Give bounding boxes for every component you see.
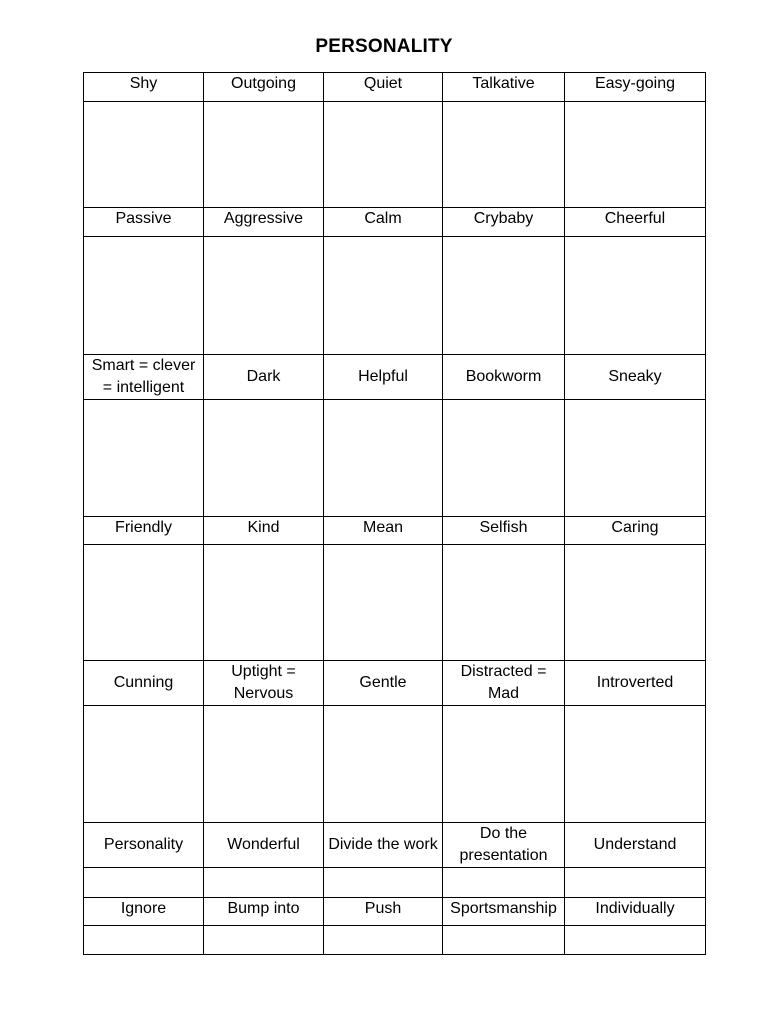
- drawing-cell: [324, 545, 443, 661]
- word-cell: Quiet: [324, 73, 443, 102]
- drawing-cell: [204, 237, 324, 355]
- drawing-cell: [443, 237, 565, 355]
- drawing-cell: [443, 400, 565, 517]
- drawing-row-1: [84, 102, 706, 208]
- word-cell: Sportsmanship: [443, 898, 565, 926]
- drawing-cell: [324, 400, 443, 517]
- drawing-row-4: [84, 545, 706, 661]
- word-cell: Outgoing: [204, 73, 324, 102]
- word-cell: Selfish: [443, 517, 565, 545]
- word-row-1: [84, 73, 706, 102]
- word-row-4: [84, 517, 706, 545]
- drawing-row-3: [84, 400, 706, 517]
- word-cell: Talkative: [443, 73, 565, 102]
- drawing-cell: [565, 706, 706, 823]
- drawing-cell: [324, 102, 443, 208]
- word-cell: Smart = clever = intelligent: [84, 355, 204, 400]
- drawing-row-2: [84, 237, 706, 355]
- word-cell: Do the presentation: [443, 823, 565, 868]
- drawing-cell: [84, 706, 204, 823]
- word-cell: Cheerful: [565, 208, 706, 237]
- word-row-3: [84, 355, 706, 400]
- drawing-row-6: [84, 868, 706, 898]
- word-cell: Introverted: [565, 661, 706, 706]
- word-cell: Shy: [84, 73, 204, 102]
- drawing-cell: [204, 868, 324, 898]
- drawing-cell: [443, 706, 565, 823]
- drawing-cell: [565, 868, 706, 898]
- word-cell: Bump into: [204, 898, 324, 926]
- drawing-cell: [443, 868, 565, 898]
- page-title: PERSONALITY: [315, 36, 453, 57]
- word-cell: Easy-going: [565, 73, 706, 102]
- drawing-cell: [324, 868, 443, 898]
- drawing-cell: [204, 400, 324, 517]
- drawing-cell: [443, 545, 565, 661]
- word-cell: Push: [324, 898, 443, 926]
- drawing-cell: [204, 706, 324, 823]
- drawing-row-7: [84, 926, 706, 955]
- word-cell: Cunning: [84, 661, 204, 706]
- word-row-2: [84, 208, 706, 237]
- drawing-cell: [565, 400, 706, 517]
- word-cell: Uptight = Nervous: [204, 661, 324, 706]
- word-cell: Distracted = Mad: [443, 661, 565, 706]
- word-cell: Caring: [565, 517, 706, 545]
- drawing-cell: [204, 545, 324, 661]
- drawing-cell: [204, 102, 324, 208]
- word-cell: Mean: [324, 517, 443, 545]
- drawing-cell: [565, 545, 706, 661]
- word-cell: Wonderful: [204, 823, 324, 868]
- word-cell: Calm: [324, 208, 443, 237]
- word-row-6: [84, 823, 706, 868]
- drawing-row-5: [84, 706, 706, 823]
- drawing-cell: [84, 926, 204, 955]
- drawing-cell: [84, 237, 204, 355]
- drawing-cell: [443, 102, 565, 208]
- word-cell: Gentle: [324, 661, 443, 706]
- word-cell: Ignore: [84, 898, 204, 926]
- drawing-cell: [84, 102, 204, 208]
- drawing-cell: [443, 926, 565, 955]
- word-cell: Aggressive: [204, 208, 324, 237]
- drawing-cell: [565, 926, 706, 955]
- word-cell: Individually: [565, 898, 706, 926]
- personality-vocabulary-table: [83, 72, 706, 955]
- word-cell: Dark: [204, 355, 324, 400]
- drawing-cell: [204, 926, 324, 955]
- word-cell: Crybaby: [443, 208, 565, 237]
- drawing-cell: [565, 237, 706, 355]
- drawing-cell: [324, 237, 443, 355]
- drawing-cell: [84, 868, 204, 898]
- word-cell: Bookworm: [443, 355, 565, 400]
- word-cell: Kind: [204, 517, 324, 545]
- drawing-cell: [324, 706, 443, 823]
- word-row-7: [84, 898, 706, 926]
- word-row-5: [84, 661, 706, 706]
- word-cell: Sneaky: [565, 355, 706, 400]
- drawing-cell: [84, 400, 204, 517]
- word-cell: Understand: [565, 823, 706, 868]
- word-cell: Friendly: [84, 517, 204, 545]
- word-cell: Personality: [84, 823, 204, 868]
- word-cell: Divide the work: [324, 823, 443, 868]
- word-cell: Passive: [84, 208, 204, 237]
- drawing-cell: [565, 102, 706, 208]
- word-cell: Helpful: [324, 355, 443, 400]
- drawing-cell: [324, 926, 443, 955]
- drawing-cell: [84, 545, 204, 661]
